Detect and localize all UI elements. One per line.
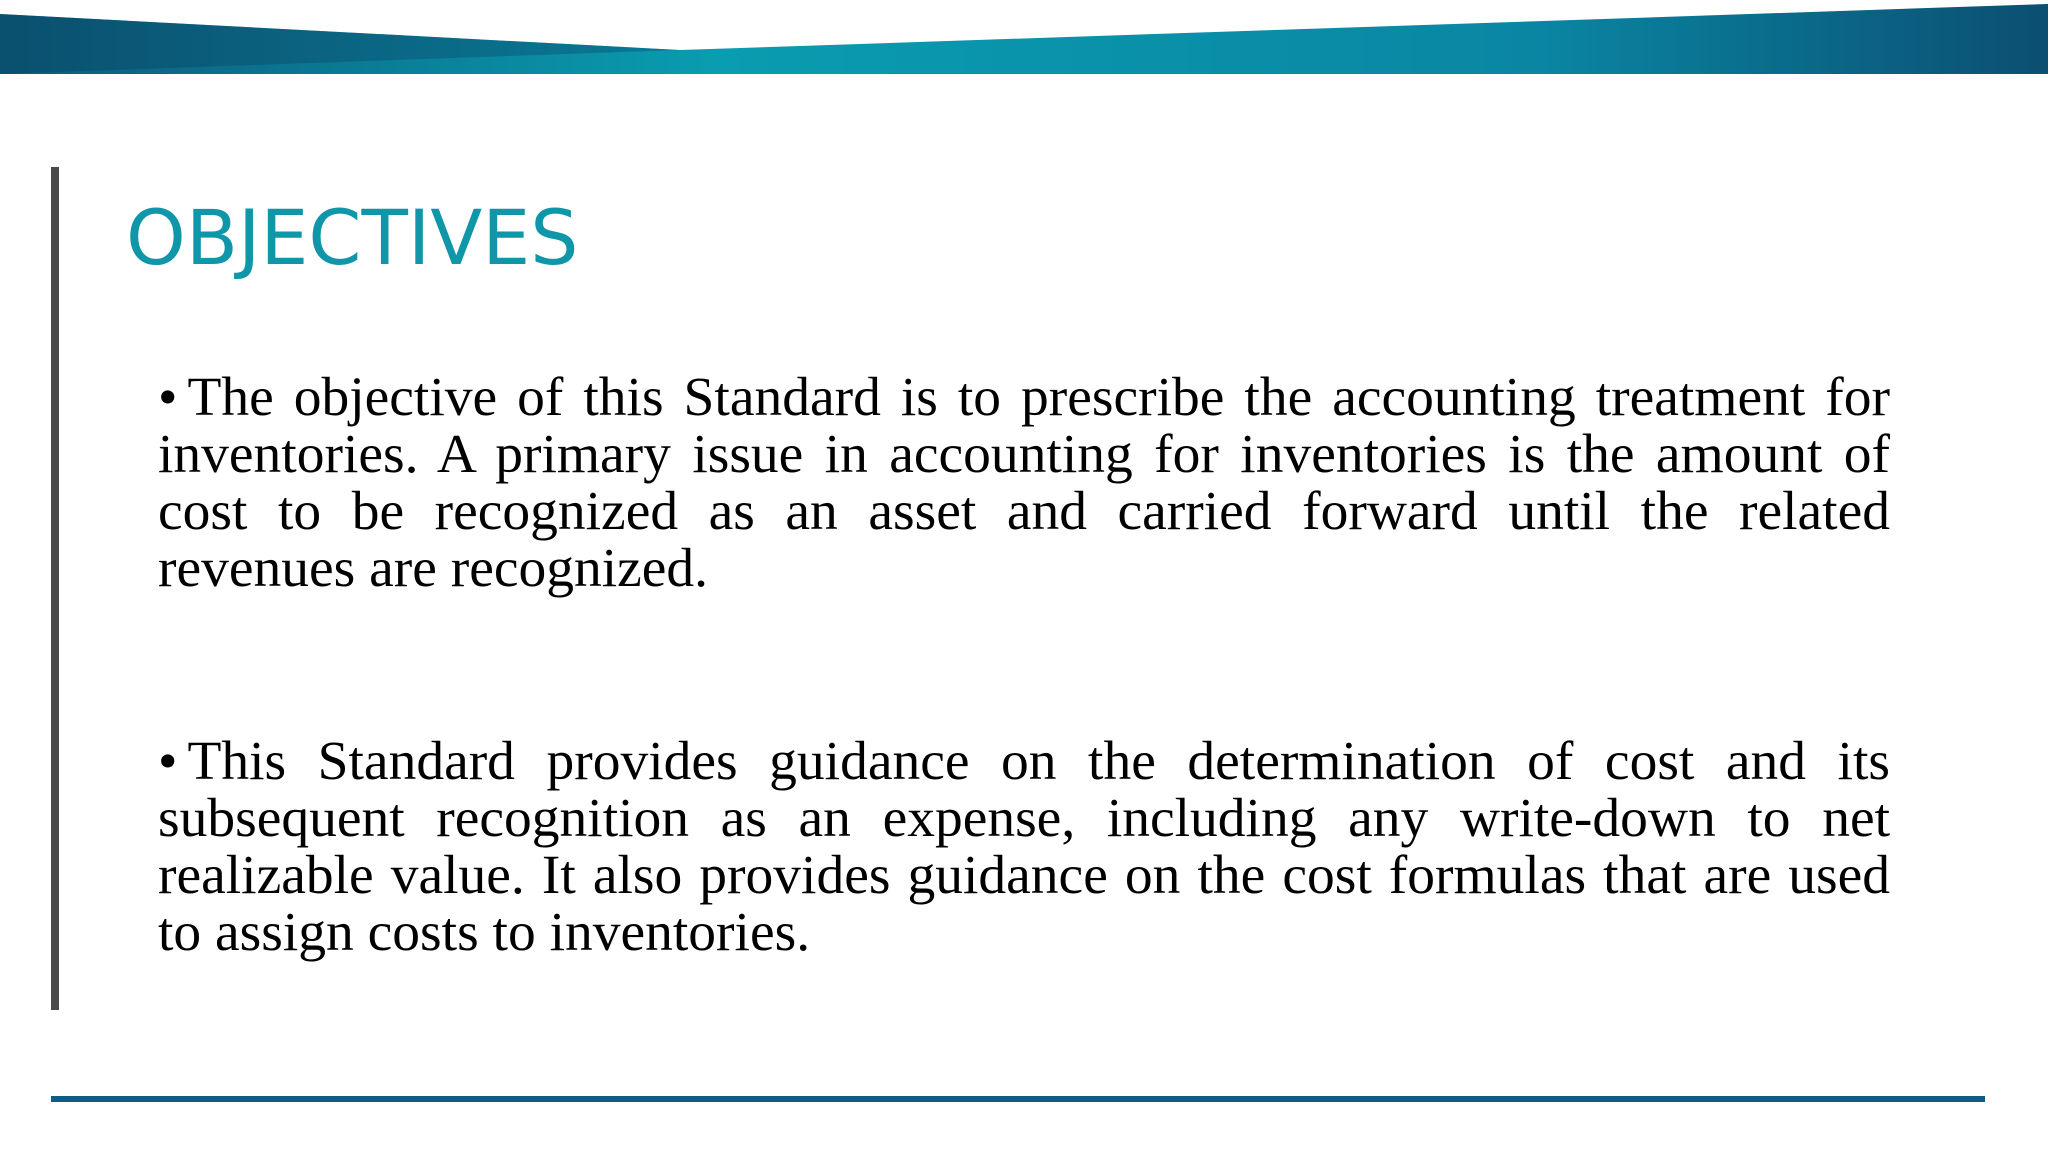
bullet-text: The objective of this Standard is to prescribe the accounting treatment for inventories. A primary issue in accounting for inventories is the amount of cost to be recognized as an asset and carried forward until the related revenues are recognized. [158, 367, 1890, 599]
bullet-marker: • [158, 731, 178, 792]
left-accent-bar [51, 167, 59, 1010]
bullet-marker: • [158, 367, 178, 428]
bullet-paragraph-2 [158, 733, 1890, 961]
bottom-rule [51, 1096, 1985, 1102]
bullet-paragraph-1 [158, 369, 1890, 597]
bullet-text: This Standard provides guidance on the determination of cost and its subsequent recognition as an expense, including any write-down to net realizable value. It also provides guidance on the cost formulas that are used to assign costs to inventories. [158, 731, 1890, 963]
top-banner [0, 0, 2048, 74]
page-title: OBJECTIVES [126, 193, 579, 282]
